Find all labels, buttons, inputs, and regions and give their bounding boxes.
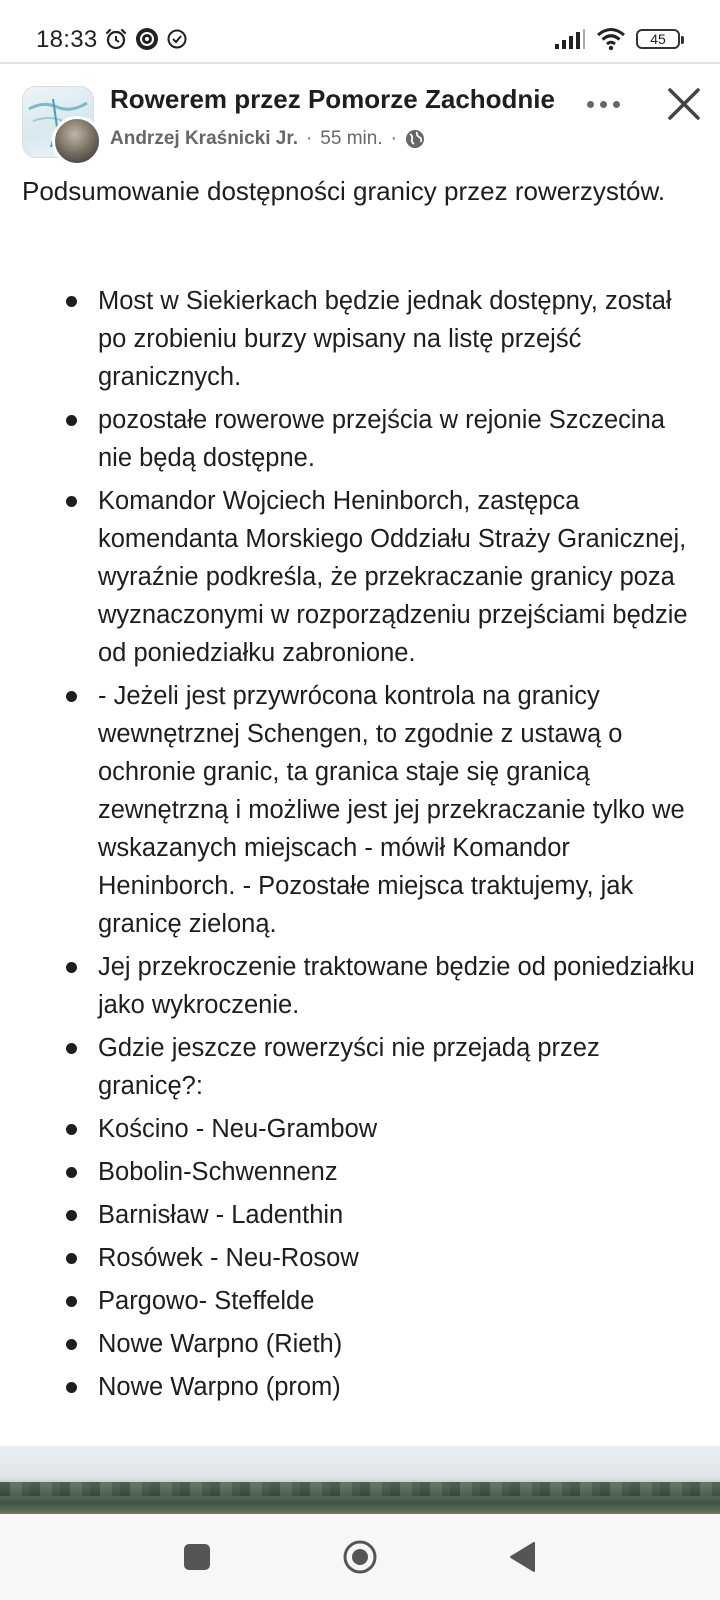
navigation-bar: [0, 1514, 720, 1600]
avatar[interactable]: [22, 86, 96, 160]
back-triangle-icon: [511, 1543, 534, 1571]
list-item: Barnisław - Ladenthin: [22, 1196, 702, 1234]
author-name[interactable]: Andrzej Kraśnicki Jr.: [110, 128, 298, 149]
list-item: Bobolin-Schwennenz: [22, 1153, 702, 1191]
group-title[interactable]: Rowerem przez Pomorze Zachodnie: [110, 84, 555, 114]
meta-separator-2: ·: [390, 128, 397, 149]
status-time: 18:33: [36, 26, 98, 53]
post-photo[interactable]: [0, 1446, 720, 1514]
status-bar: [0, 0, 720, 64]
check-circle-icon: [166, 28, 188, 50]
battery-indicator: 45: [636, 29, 680, 49]
status-icons-left: [104, 26, 188, 52]
close-button[interactable]: [660, 80, 708, 128]
list-item: - Jeżeli jest przywrócona kontrola na granicy wewnętrznej Schengen, to zgodnie z ustawą o ochronie granic, ta granica staje się granicą zewnętrzną i możliwe jest jej przekraczanie tylko we wskazanych miejscach - mówił Komandor Heninborch. - Pozostałe miejsca traktujemy, jak granicę zieloną.: [22, 677, 702, 943]
more-dots-icon: [587, 101, 594, 108]
home-button[interactable]: [342, 1539, 378, 1575]
app-notification-icon: [134, 26, 160, 52]
post-time[interactable]: 55 min.: [320, 128, 383, 149]
post-header: [0, 64, 720, 164]
globe-icon: [405, 129, 425, 149]
bullet-list: [22, 282, 702, 1411]
signal-icon: [554, 28, 586, 50]
list-item: Kościno - Neu-Grambow: [22, 1110, 702, 1148]
close-icon: [670, 90, 698, 118]
list-item: Komandor Wojciech Heninborch, zastępca komendanta Morskiego Oddziału Straży Granicznej, wyraźnie podkreśla, że przekraczanie granicy poza wyznaczonymi w rozporządzeniu przejściami będzie od poniedziałku zabronione.: [22, 482, 702, 672]
wifi-icon: [596, 27, 626, 51]
more-dots-icon: [613, 101, 620, 108]
list-item: Gdzie jeszcze rowerzyści nie przejadą przez granicę?:: [22, 1029, 702, 1105]
list-item: Jej przekroczenie traktowane będzie od poniedziałku jako wykroczenie.: [22, 948, 702, 1024]
list-item: Nowe Warpno (Rieth): [22, 1325, 702, 1363]
list-item: Nowe Warpno (prom): [22, 1368, 702, 1406]
recent-apps-button[interactable]: [184, 1544, 210, 1570]
back-button[interactable]: [508, 1541, 538, 1573]
status-icons-right: [554, 26, 680, 52]
more-dots-icon: [600, 101, 607, 108]
user-avatar[interactable]: [52, 116, 102, 166]
post-meta: [110, 128, 425, 150]
more-options-button[interactable]: [578, 84, 628, 124]
list-item: Pargowo- Steffelde: [22, 1282, 702, 1320]
alarm-clock-icon: [104, 27, 128, 51]
post-intro: Podsumowanie dostępności granicy przez rowerzystów.: [22, 176, 666, 206]
list-item: Rosówek - Neu-Rosow: [22, 1239, 702, 1277]
list-item: pozostałe rowerowe przejścia w rejonie Szczecina nie będą dostępne.: [22, 401, 702, 477]
meta-separator: ·: [305, 128, 313, 149]
list-item: Most w Siekierkach będzie jednak dostępny, został po zrobieniu burzy wpisany na listę przejść granicznych.: [22, 282, 702, 396]
post-photo-treeline: [0, 1482, 720, 1496]
